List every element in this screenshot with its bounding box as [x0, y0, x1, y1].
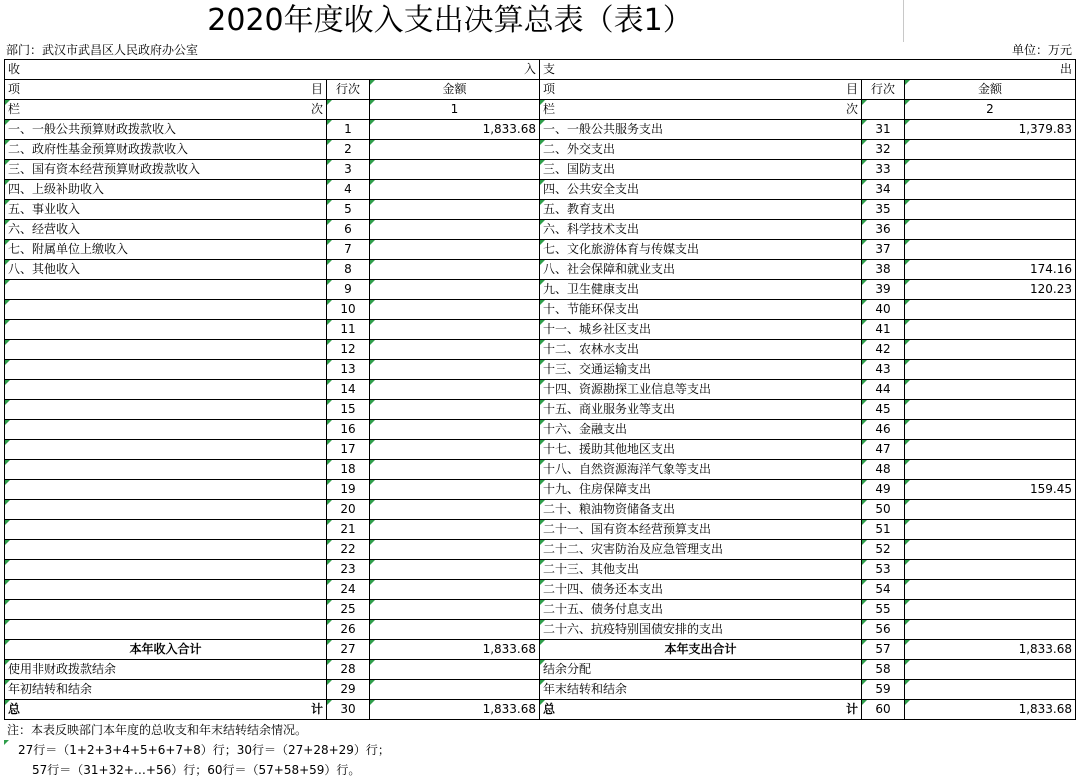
income-rowno-cell[interactable]: 16: [327, 420, 370, 440]
col-label-left: 栏: [543, 102, 556, 116]
income-item-cell[interactable]: [5, 560, 327, 580]
income-amount-cell[interactable]: [370, 680, 540, 700]
expense-rowno-cell[interactable]: 57: [862, 640, 905, 660]
income-item-cell[interactable]: 使用非财政拨款结余: [5, 660, 327, 680]
income-section-header[interactable]: [5, 60, 540, 80]
table-row: [5, 280, 1076, 300]
income-amount-cell[interactable]: [370, 340, 540, 360]
income-item-cell[interactable]: [5, 420, 327, 440]
income-item-cell[interactable]: 五、事业收入: [5, 200, 327, 220]
income-rowno-cell[interactable]: 10: [327, 300, 370, 320]
unit-label: 单位：万元: [1011, 43, 1072, 57]
table-row: [5, 340, 1076, 360]
table-row: [5, 400, 1076, 420]
income-item-cell[interactable]: 年初结转和结余: [5, 680, 327, 700]
income-rowno-cell[interactable]: 24: [327, 580, 370, 600]
income-item-cell[interactable]: [5, 540, 327, 560]
expense-amount-cell[interactable]: [905, 600, 1076, 620]
expense-rowno-cell[interactable]: 51: [862, 520, 905, 540]
expense-item-cell[interactable]: 五、教育支出: [540, 200, 862, 220]
income-rowno-cell[interactable]: 4: [327, 180, 370, 200]
income-amount-cell[interactable]: 1,833.68: [370, 640, 540, 660]
income-item-cell[interactable]: [5, 500, 327, 520]
income-rowno-cell[interactable]: 23: [327, 560, 370, 580]
expense-item-cell[interactable]: 三、国防支出: [540, 160, 862, 180]
table-row: [5, 460, 1076, 480]
expense-rowno-cell[interactable]: 44: [862, 380, 905, 400]
expense-label-right: 出: [1059, 62, 1072, 76]
income-rowno-cell[interactable]: 9: [327, 280, 370, 300]
item-label-right: 目: [845, 82, 858, 96]
expense-amount-cell[interactable]: [905, 620, 1076, 640]
income-amount-cell[interactable]: [370, 460, 540, 480]
income-item-cell[interactable]: [5, 320, 327, 340]
notes: [4, 720, 1075, 780]
income-amount-cell[interactable]: [370, 300, 540, 320]
income-rowno-cell[interactable]: 1: [327, 120, 370, 140]
income-col-index[interactable]: 1: [370, 100, 540, 120]
income-rowno-header[interactable]: 行次: [327, 80, 370, 100]
expense-rowno-cell[interactable]: 43: [862, 360, 905, 380]
expense-rowno-cell[interactable]: 54: [862, 580, 905, 600]
expense-item-cell[interactable]: 二十四、债务还本支出: [540, 580, 862, 600]
income-amount-header[interactable]: 金额: [370, 80, 540, 100]
income-amount-cell[interactable]: [370, 400, 540, 420]
income-col-label[interactable]: [5, 100, 327, 120]
table-row: [5, 420, 1076, 440]
expense-rowno-header[interactable]: 行次: [862, 80, 905, 100]
expense-item-cell[interactable]: 十三、交通运输支出: [540, 360, 862, 380]
expense-item-cell[interactable]: 十一、城乡社区支出: [540, 320, 862, 340]
expense-amount-cell[interactable]: [905, 380, 1076, 400]
expense-rowno-cell[interactable]: 37: [862, 240, 905, 260]
income-amount-cell[interactable]: [370, 560, 540, 580]
income-rowno-cell[interactable]: 27: [327, 640, 370, 660]
expense-amount-cell[interactable]: [905, 240, 1076, 260]
expense-amount-cell[interactable]: 159.45: [905, 480, 1076, 500]
income-rowno-cell[interactable]: 17: [327, 440, 370, 460]
income-amount-cell[interactable]: [370, 620, 540, 640]
table-row: [5, 560, 1076, 580]
income-amount-cell[interactable]: [370, 140, 540, 160]
income-amount-cell[interactable]: [370, 200, 540, 220]
section-header-row: [5, 60, 1076, 80]
expense-item-cell[interactable]: 十四、资源勘探工业信息等支出: [540, 380, 862, 400]
table-row: [5, 360, 1076, 380]
table-row: [5, 660, 1076, 680]
income-item-cell[interactable]: 四、上级补助收入: [5, 180, 327, 200]
table-row: [5, 120, 1076, 140]
expense-item-cell[interactable]: 本年支出合计: [540, 640, 862, 660]
expense-item-cell[interactable]: 十二、农林水支出: [540, 340, 862, 360]
income-amount-cell[interactable]: [370, 220, 540, 240]
expense-amount-cell[interactable]: [905, 200, 1076, 220]
income-rowno-cell[interactable]: 3: [327, 160, 370, 180]
column-index-row: [5, 100, 1076, 120]
expense-amount-cell[interactable]: [905, 320, 1076, 340]
item-label-right: 目: [310, 82, 323, 96]
income-item-cell[interactable]: [5, 280, 327, 300]
expense-item-cell[interactable]: 十六、金融支出: [540, 420, 862, 440]
income-item-cell[interactable]: [5, 480, 327, 500]
table-row: [5, 500, 1076, 520]
table-row: [5, 600, 1076, 620]
income-amount-cell[interactable]: [370, 500, 540, 520]
expense-item-cell[interactable]: [540, 700, 862, 720]
expense-amount-cell[interactable]: [905, 360, 1076, 380]
income-item-cell[interactable]: [5, 300, 327, 320]
income-item-cell[interactable]: [5, 460, 327, 480]
income-item-cell[interactable]: 二、政府性基金预算财政拨款收入: [5, 140, 327, 160]
table-row: [5, 200, 1076, 220]
table-row: [5, 300, 1076, 320]
expense-rowno-cell[interactable]: 58: [862, 660, 905, 680]
column-header-row: [5, 80, 1076, 100]
income-rowno-cell[interactable]: 21: [327, 520, 370, 540]
table-row: [5, 140, 1076, 160]
income-rowno-cell[interactable]: 29: [327, 680, 370, 700]
expense-rowno-cell[interactable]: 31: [862, 120, 905, 140]
expense-item-cell[interactable]: 十八、自然资源海洋气象等支出: [540, 460, 862, 480]
expense-amount-cell[interactable]: [905, 540, 1076, 560]
expense-rowno-cell[interactable]: 48: [862, 460, 905, 480]
table-row: [5, 680, 1076, 700]
budget-table: [4, 59, 1076, 720]
income-rowno-cell[interactable]: 20: [327, 500, 370, 520]
expense-amount-cell[interactable]: [905, 460, 1076, 480]
income-item-cell[interactable]: [5, 340, 327, 360]
income-amount-cell[interactable]: [370, 520, 540, 540]
income-amount-cell[interactable]: [370, 600, 540, 620]
expense-item-cell[interactable]: 年末结转和结余: [540, 680, 862, 700]
expense-rowno-cell[interactable]: 59: [862, 680, 905, 700]
income-amount-cell[interactable]: [370, 580, 540, 600]
expense-item-cell[interactable]: 十五、商业服务业等支出: [540, 400, 862, 420]
income-amount-cell[interactable]: 1,833.68: [370, 120, 540, 140]
expense-amount-cell[interactable]: [905, 160, 1076, 180]
total-row: [5, 700, 1076, 720]
income-rowno-cell[interactable]: 6: [327, 220, 370, 240]
table-row: [5, 620, 1076, 640]
income-amount-cell[interactable]: [370, 240, 540, 260]
income-rowno-cell[interactable]: 8: [327, 260, 370, 280]
total-label-right: 计: [310, 702, 323, 716]
table-row: [5, 180, 1076, 200]
expense-amount-cell[interactable]: [905, 300, 1076, 320]
income-amount-cell[interactable]: [370, 420, 540, 440]
table-row: [5, 240, 1076, 260]
expense-rowno-cell[interactable]: 32: [862, 140, 905, 160]
col-label-right: 次: [310, 102, 323, 116]
income-rowno-cell[interactable]: 13: [327, 360, 370, 380]
expense-amount-cell[interactable]: [905, 440, 1076, 460]
expense-amount-cell[interactable]: 120.23: [905, 280, 1076, 300]
income-rowno-cell[interactable]: 7: [327, 240, 370, 260]
expense-item-cell[interactable]: 二十三、其他支出: [540, 560, 862, 580]
expense-rowno-cell[interactable]: 49: [862, 480, 905, 500]
col-label-right: 次: [845, 102, 858, 116]
income-label-left: 收: [8, 62, 21, 76]
income-amount-cell[interactable]: [370, 360, 540, 380]
expense-item-cell[interactable]: 二十、粮油物资储备支出: [540, 500, 862, 520]
note-line: 57行＝（31+32+…+56）行；60行＝（57+58+59）行。: [32, 763, 361, 777]
income-item-cell[interactable]: [5, 580, 327, 600]
income-rowno-cell[interactable]: 30: [327, 700, 370, 720]
expense-item-cell[interactable]: 十、节能环保支出: [540, 300, 862, 320]
expense-amount-cell[interactable]: [905, 560, 1076, 580]
table-row: [5, 540, 1076, 560]
expense-item-cell[interactable]: 二十一、国有资本经营预算支出: [540, 520, 862, 540]
expense-amount-cell[interactable]: [905, 520, 1076, 540]
expense-rowno-cell[interactable]: 55: [862, 600, 905, 620]
expense-col-label[interactable]: [540, 100, 862, 120]
item-label-left: 项: [8, 82, 21, 96]
income-rowno-cell[interactable]: 12: [327, 340, 370, 360]
expense-rowno-cell[interactable]: 34: [862, 180, 905, 200]
expense-amount-cell[interactable]: [905, 420, 1076, 440]
income-rowno-cell[interactable]: 15: [327, 400, 370, 420]
table-row: [5, 480, 1076, 500]
expense-rowno-cell[interactable]: 60: [862, 700, 905, 720]
expense-section-header[interactable]: [540, 60, 1076, 80]
income-item-cell[interactable]: 八、其他收入: [5, 260, 327, 280]
expense-rowno-cell[interactable]: 35: [862, 200, 905, 220]
expense-amount-cell[interactable]: [905, 340, 1076, 360]
expense-amount-cell[interactable]: 1,833.68: [905, 640, 1076, 660]
item-label-left: 项: [543, 82, 556, 96]
expense-rowno-cell[interactable]: 53: [862, 560, 905, 580]
income-rowno-cell[interactable]: 19: [327, 480, 370, 500]
table-row: [5, 220, 1076, 240]
expense-amount-cell[interactable]: [905, 660, 1076, 680]
income-rowno-cell[interactable]: 14: [327, 380, 370, 400]
income-item-cell[interactable]: 三、国有资本经营预算财政拨款收入: [5, 160, 327, 180]
income-item-cell[interactable]: [5, 380, 327, 400]
expense-rowno-cell[interactable]: 52: [862, 540, 905, 560]
income-rowno-cell[interactable]: 2: [327, 140, 370, 160]
expense-item-cell[interactable]: 二、外交支出: [540, 140, 862, 160]
expense-item-cell[interactable]: 结余分配: [540, 660, 862, 680]
income-item-cell[interactable]: [5, 620, 327, 640]
expense-item-header[interactable]: [540, 80, 862, 100]
income-rowno-cell[interactable]: 28: [327, 660, 370, 680]
income-rowno-cell[interactable]: 26: [327, 620, 370, 640]
income-rowno-cell[interactable]: 5: [327, 200, 370, 220]
expense-item-cell[interactable]: 二十六、抗疫特别国债安排的支出: [540, 620, 862, 640]
expense-item-cell[interactable]: 二十二、灾害防治及应急管理支出: [540, 540, 862, 560]
expense-item-cell[interactable]: 一、一般公共服务支出: [540, 120, 862, 140]
table-row: [5, 580, 1076, 600]
table-row: [5, 520, 1076, 540]
expense-rowno-cell[interactable]: 41: [862, 320, 905, 340]
income-rowno-cell[interactable]: 25: [327, 600, 370, 620]
income-item-cell[interactable]: [5, 360, 327, 380]
income-item-cell[interactable]: 六、经营收入: [5, 220, 327, 240]
expense-rowno-cell[interactable]: 50: [862, 500, 905, 520]
income-amount-cell[interactable]: [370, 480, 540, 500]
income-item-cell[interactable]: [5, 440, 327, 460]
note-line: 注：本表反映部门本年度的总收支和年末结转结余情况。: [7, 723, 308, 737]
expense-amount-cell[interactable]: 1,379.83: [905, 120, 1076, 140]
note-line: 27行＝（1+2+3+4+5+6+7+8）行；30行＝（27+28+29）行；: [4, 740, 1075, 760]
expense-rowno-cell[interactable]: 36: [862, 220, 905, 240]
title-blank-cell: [903, 0, 1077, 42]
income-rowno-cell[interactable]: 18: [327, 460, 370, 480]
expense-item-cell[interactable]: 十九、住房保障支出: [540, 480, 862, 500]
expense-rowno-cell[interactable]: 40: [862, 300, 905, 320]
expense-item-cell[interactable]: 七、文化旅游体育与传媒支出: [540, 240, 862, 260]
income-amount-cell[interactable]: [370, 160, 540, 180]
income-item-cell[interactable]: [5, 520, 327, 540]
expense-amount-cell[interactable]: [905, 400, 1076, 420]
table-row: [5, 320, 1076, 340]
expense-rowno-cell[interactable]: 45: [862, 400, 905, 420]
expense-amount-cell[interactable]: [905, 580, 1076, 600]
page-title: 2020年度收入支出决算总表（表1）: [207, 3, 693, 38]
expense-amount-cell[interactable]: 174.16: [905, 260, 1076, 280]
table-row: [5, 380, 1076, 400]
income-label-right: 入: [523, 62, 536, 76]
income-amount-cell[interactable]: [370, 320, 540, 340]
expense-amount-header[interactable]: 金额: [905, 80, 1076, 100]
expense-item-cell[interactable]: 四、公共安全支出: [540, 180, 862, 200]
total-label-left: 总: [8, 702, 21, 716]
income-item-cell[interactable]: [5, 700, 327, 720]
income-amount-cell[interactable]: [370, 260, 540, 280]
income-item-header[interactable]: [5, 80, 327, 100]
expense-col-rowno[interactable]: [862, 100, 905, 120]
income-item-cell[interactable]: 七、附属单位上缴收入: [5, 240, 327, 260]
expense-amount-cell[interactable]: [905, 500, 1076, 520]
expense-rowno-cell[interactable]: 56: [862, 620, 905, 640]
expense-rowno-cell[interactable]: 33: [862, 160, 905, 180]
expense-rowno-cell[interactable]: 38: [862, 260, 905, 280]
total-label-right: 计: [845, 702, 858, 716]
department-label: 部门：武汉市武昌区人民政府办公室: [6, 43, 199, 57]
expense-rowno-cell[interactable]: 47: [862, 440, 905, 460]
income-item-cell[interactable]: 一、一般公共预算财政拨款收入: [5, 120, 327, 140]
expense-amount-cell[interactable]: [905, 180, 1076, 200]
income-amount-cell[interactable]: [370, 280, 540, 300]
table-row: [5, 260, 1076, 280]
subtotal-row: [5, 640, 1076, 660]
income-amount-cell[interactable]: [370, 540, 540, 560]
expense-col-index[interactable]: 2: [905, 100, 1076, 120]
expense-item-cell[interactable]: 八、社会保障和就业支出: [540, 260, 862, 280]
table-row: [5, 160, 1076, 180]
income-amount-cell[interactable]: [370, 180, 540, 200]
expense-amount-cell[interactable]: [905, 680, 1076, 700]
expense-item-cell[interactable]: 六、科学技术支出: [540, 220, 862, 240]
income-amount-cell[interactable]: [370, 660, 540, 680]
expense-amount-cell[interactable]: 1,833.68: [905, 700, 1076, 720]
total-label-left: 总: [543, 702, 556, 716]
income-col-rowno[interactable]: [327, 100, 370, 120]
expense-item-cell[interactable]: 十七、援助其他地区支出: [540, 440, 862, 460]
income-rowno-cell[interactable]: 22: [327, 540, 370, 560]
table-row: [5, 440, 1076, 460]
income-item-cell[interactable]: [5, 400, 327, 420]
income-item-cell[interactable]: [5, 600, 327, 620]
income-item-cell[interactable]: 本年收入合计: [5, 640, 327, 660]
expense-amount-cell[interactable]: [905, 220, 1076, 240]
income-amount-cell[interactable]: 1,833.68: [370, 700, 540, 720]
expense-rowno-cell[interactable]: 39: [862, 280, 905, 300]
col-label-left: 栏: [8, 102, 21, 116]
expense-item-cell[interactable]: 九、卫生健康支出: [540, 280, 862, 300]
expense-rowno-cell[interactable]: 42: [862, 340, 905, 360]
income-rowno-cell[interactable]: 11: [327, 320, 370, 340]
income-amount-cell[interactable]: [370, 440, 540, 460]
expense-label-left: 支: [543, 62, 556, 76]
expense-item-cell[interactable]: 二十五、债务付息支出: [540, 600, 862, 620]
income-amount-cell[interactable]: [370, 380, 540, 400]
expense-rowno-cell[interactable]: 46: [862, 420, 905, 440]
expense-amount-cell[interactable]: [905, 140, 1076, 160]
